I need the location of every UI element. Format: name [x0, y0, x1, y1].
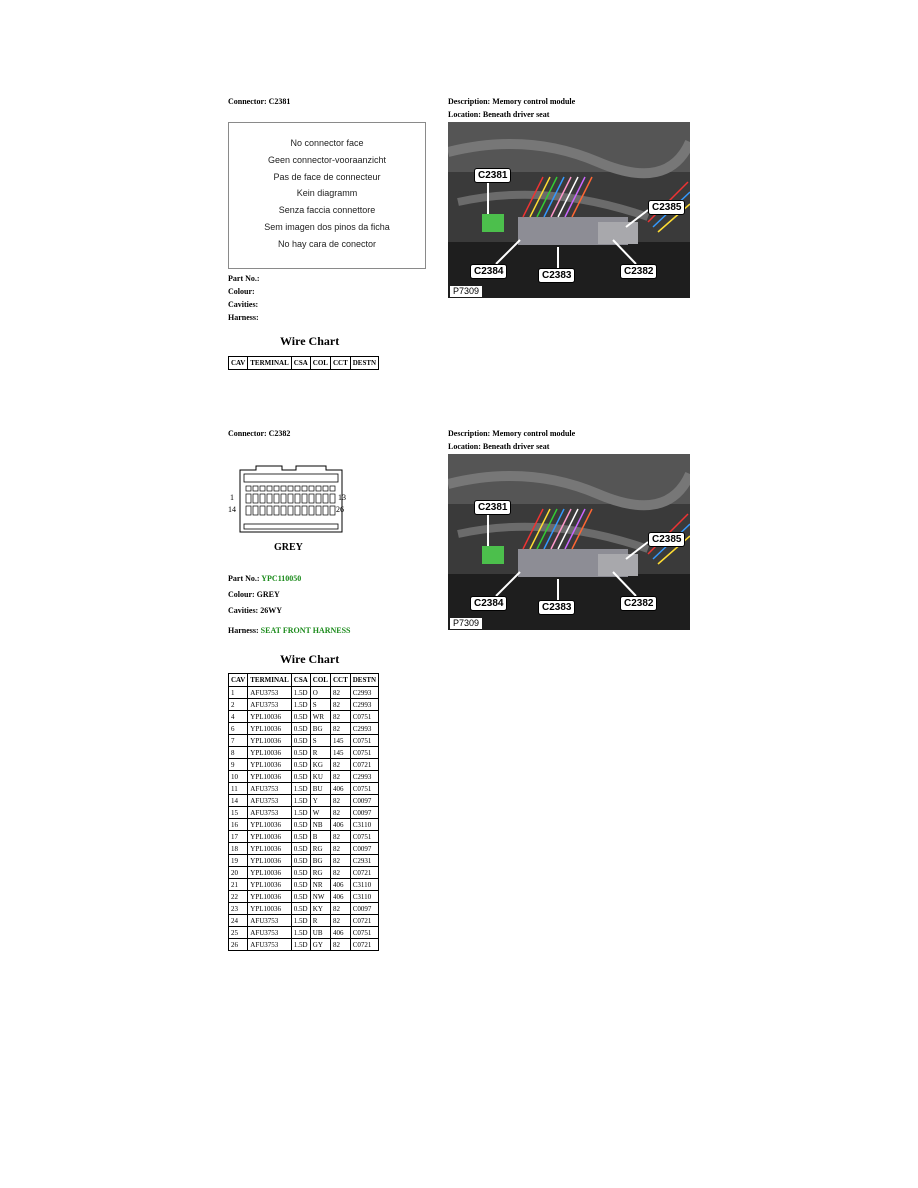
- table-row: [229, 807, 379, 819]
- connector-latch: [295, 486, 300, 491]
- table-cell: R: [310, 747, 330, 759]
- table-cell: C0721: [350, 759, 378, 771]
- harness-label: Harness:: [228, 313, 259, 322]
- table-cell: 0.5D: [291, 855, 310, 867]
- col-header: CAV: [229, 674, 248, 687]
- table-cell: 82: [330, 915, 350, 927]
- connector-latch: [309, 486, 314, 491]
- table-cell: 22: [229, 891, 248, 903]
- photo-label-c2385: C2385: [648, 200, 685, 215]
- table-cell: Y: [310, 795, 330, 807]
- table-cell: 15: [229, 807, 248, 819]
- harness-row: [228, 626, 350, 635]
- photo-label-c2381: C2381: [474, 168, 511, 183]
- connector-pin: [316, 506, 321, 515]
- table-cell: 0.5D: [291, 723, 310, 735]
- table-cell: S: [310, 699, 330, 711]
- connector-pin: [323, 506, 328, 515]
- table-cell: S: [310, 735, 330, 747]
- table-cell: 24: [229, 915, 248, 927]
- connector-pin: [281, 494, 286, 503]
- table-cell: 18: [229, 843, 248, 855]
- connector-pin: [295, 494, 300, 503]
- connector-pin: [267, 506, 272, 515]
- table-cell: BU: [310, 783, 330, 795]
- table-row: [229, 711, 379, 723]
- table-cell: YPL10036: [248, 771, 292, 783]
- col-header: DESTN: [350, 674, 378, 687]
- diagram-colour-caption: GREY: [274, 542, 303, 553]
- connector-pin: [246, 494, 251, 503]
- table-cell: BG: [310, 855, 330, 867]
- table-cell: 0.5D: [291, 891, 310, 903]
- table-cell: AFU3753: [248, 915, 292, 927]
- table-cell: 1.5D: [291, 915, 310, 927]
- table-cell: C0721: [350, 939, 378, 951]
- table-cell: 10: [229, 771, 248, 783]
- table-cell: KG: [310, 759, 330, 771]
- connector-pin: [309, 506, 314, 515]
- table-cell: C3110: [350, 879, 378, 891]
- table-row: [229, 831, 379, 843]
- part-no-row: [228, 574, 301, 583]
- photo-label-c2385: C2385: [648, 532, 685, 547]
- table-cell: 20: [229, 867, 248, 879]
- table-cell: UB: [310, 927, 330, 939]
- table-cell: 21: [229, 879, 248, 891]
- table-cell: YPL10036: [248, 879, 292, 891]
- connector-pin: [274, 506, 279, 515]
- table-cell: W: [310, 807, 330, 819]
- col-header: CCT: [330, 674, 350, 687]
- table-cell: C0751: [350, 927, 378, 939]
- table-cell: 0.5D: [291, 711, 310, 723]
- photo-label-c2381: C2381: [474, 500, 511, 515]
- connector-pin: [288, 494, 293, 503]
- table-cell: C2931: [350, 855, 378, 867]
- colour-row: [228, 590, 280, 599]
- table-cell: KU: [310, 771, 330, 783]
- table-row: [229, 915, 379, 927]
- connector-latch: [253, 486, 258, 491]
- table-cell: 145: [330, 747, 350, 759]
- table-row: [229, 771, 379, 783]
- table-cell: 1.5D: [291, 687, 310, 699]
- no-face-line: Geen connector-vooraanzicht: [267, 154, 387, 165]
- location-label: Location: Beneath driver seat: [448, 110, 550, 119]
- table-cell: AFU3753: [248, 927, 292, 939]
- connector-pin: [295, 506, 300, 515]
- cavities-row: [228, 606, 282, 615]
- table-cell: 82: [330, 759, 350, 771]
- pin-label-13: 13: [338, 493, 346, 502]
- no-face-line: Senza faccia connettore: [278, 205, 376, 216]
- table-cell: 0.5D: [291, 759, 310, 771]
- table-cell: YPL10036: [248, 747, 292, 759]
- connector-pin: [260, 506, 265, 515]
- connector-pin: [316, 494, 321, 503]
- table-cell: AFU3753: [248, 699, 292, 711]
- table-cell: 0.5D: [291, 867, 310, 879]
- connector-pin: [330, 494, 335, 503]
- table-cell: 0.5D: [291, 735, 310, 747]
- connector-latch: [330, 486, 335, 491]
- part-no-link[interactable]: YPC110050: [261, 574, 302, 583]
- table-row: [229, 723, 379, 735]
- connector-pin: [309, 494, 314, 503]
- table-cell: AFU3753: [248, 939, 292, 951]
- table-cell: 82: [330, 807, 350, 819]
- table-cell: B: [310, 831, 330, 843]
- table-cell: YPL10036: [248, 819, 292, 831]
- cavities-label: Cavities:: [228, 606, 259, 615]
- description-label: Description: Memory control module: [448, 429, 576, 438]
- no-face-line: Pas de face de connecteur: [273, 171, 381, 182]
- table-cell: 14: [229, 795, 248, 807]
- no-face-line: Sem imagen dos pinos da ficha: [264, 221, 390, 232]
- table-row: [229, 903, 379, 915]
- photo-label-c2384: C2384: [470, 264, 507, 279]
- table-cell: 1.5D: [291, 939, 310, 951]
- table-cell: 1.5D: [291, 783, 310, 795]
- table-cell: 11: [229, 783, 248, 795]
- connector-pin: [274, 494, 279, 503]
- table-cell: 406: [330, 783, 350, 795]
- table-cell: 9: [229, 759, 248, 771]
- table-cell: 82: [330, 723, 350, 735]
- table-row: [229, 747, 379, 759]
- table-row: [229, 891, 379, 903]
- col-header: COL: [310, 674, 330, 687]
- table-cell: R: [310, 915, 330, 927]
- connector-pin: [281, 506, 286, 515]
- description-label: Description: Memory control module: [448, 97, 576, 106]
- pin-label-14: 14: [228, 505, 236, 514]
- table-cell: 0.5D: [291, 819, 310, 831]
- table-cell: 1.5D: [291, 699, 310, 711]
- no-face-line: No connector face: [290, 138, 364, 148]
- table-cell: 2: [229, 699, 248, 711]
- table-cell: 0.5D: [291, 879, 310, 891]
- connector-face-drawing: [226, 462, 356, 540]
- col-header: CSA: [291, 357, 310, 370]
- table-cell: 1.5D: [291, 807, 310, 819]
- table-cell: 1: [229, 687, 248, 699]
- table-cell: 26: [229, 939, 248, 951]
- table-cell: YPL10036: [248, 759, 292, 771]
- col-header: DESTN: [350, 357, 378, 370]
- table-row: [229, 819, 379, 831]
- connector-pin: [246, 506, 251, 515]
- table-cell: O: [310, 687, 330, 699]
- colour-label: Colour:: [228, 287, 255, 296]
- table-cell: 82: [330, 903, 350, 915]
- cavities-value: 26WY: [260, 606, 282, 615]
- table-cell: 82: [330, 687, 350, 699]
- table-cell: C0097: [350, 903, 378, 915]
- part-no-label: Part No.:: [228, 574, 260, 583]
- photo-label-c2383: C2383: [538, 600, 575, 615]
- connector-pin: [330, 506, 335, 515]
- table-cell: 23: [229, 903, 248, 915]
- table-cell: C0751: [350, 831, 378, 843]
- table-cell: C0751: [350, 783, 378, 795]
- table-cell: 82: [330, 795, 350, 807]
- wire-chart-table: [228, 673, 379, 951]
- no-connector-face-panel: [228, 122, 426, 269]
- table-cell: C0097: [350, 795, 378, 807]
- connector-latch: [316, 486, 321, 491]
- connector-latch: [267, 486, 272, 491]
- table-cell: RG: [310, 843, 330, 855]
- table-cell: 19: [229, 855, 248, 867]
- photo-label-c2382: C2382: [620, 596, 657, 611]
- table-cell: GY: [310, 939, 330, 951]
- table-cell: RG: [310, 867, 330, 879]
- col-header: COL: [310, 357, 330, 370]
- table-cell: 82: [330, 771, 350, 783]
- colour-value: GREY: [256, 590, 280, 599]
- connector-pin: [288, 506, 293, 515]
- no-face-line: Kein diagramm: [296, 188, 358, 199]
- table-cell: NW: [310, 891, 330, 903]
- location-label: Location: Beneath driver seat: [448, 442, 550, 451]
- table-cell: C0751: [350, 711, 378, 723]
- table-cell: AFU3753: [248, 783, 292, 795]
- connector-latch: [246, 486, 251, 491]
- table-cell: WR: [310, 711, 330, 723]
- table-row: [229, 855, 379, 867]
- table-cell: C0097: [350, 843, 378, 855]
- connector-latch: [281, 486, 286, 491]
- connector-face-diagram: [226, 462, 356, 557]
- connector-pin: [323, 494, 328, 503]
- harness-link[interactable]: SEAT FRONT HARNESS: [260, 626, 351, 635]
- table-cell: 7: [229, 735, 248, 747]
- connector-pin: [302, 506, 307, 515]
- table-cell: C0721: [350, 867, 378, 879]
- table-cell: YPL10036: [248, 831, 292, 843]
- connector-location-photo: [448, 122, 690, 298]
- photo-code: P7309: [450, 286, 482, 297]
- connector-latch: [288, 486, 293, 491]
- table-row: [229, 783, 379, 795]
- table-cell: 82: [330, 855, 350, 867]
- table-cell: 16: [229, 819, 248, 831]
- connector-pin: [253, 506, 258, 515]
- connector-label: Connector: C2382: [228, 429, 291, 438]
- table-cell: 0.5D: [291, 747, 310, 759]
- pin-label-1: 1: [230, 493, 234, 502]
- col-header: CAV: [229, 357, 248, 370]
- col-header: TERMINAL: [248, 674, 292, 687]
- table-cell: NR: [310, 879, 330, 891]
- table-cell: 406: [330, 927, 350, 939]
- table-cell: AFU3753: [248, 795, 292, 807]
- table-row: [229, 867, 379, 879]
- wire-chart-body: [229, 687, 379, 951]
- table-cell: 0.5D: [291, 771, 310, 783]
- connector-location-photo: [448, 454, 690, 630]
- table-row: [229, 939, 379, 951]
- table-cell: BG: [310, 723, 330, 735]
- table-cell: YPL10036: [248, 723, 292, 735]
- col-header: CCT: [330, 357, 350, 370]
- table-cell: 6: [229, 723, 248, 735]
- cavities-label: Cavities:: [228, 300, 259, 309]
- table-cell: C3110: [350, 819, 378, 831]
- connector-pin: [267, 494, 272, 503]
- table-cell: YPL10036: [248, 711, 292, 723]
- table-row: [229, 843, 379, 855]
- table-cell: 4: [229, 711, 248, 723]
- part-no-label: Part No.:: [228, 274, 260, 283]
- connector-pin: [260, 494, 265, 503]
- table-cell: 82: [330, 867, 350, 879]
- table-cell: C0097: [350, 807, 378, 819]
- wire-chart-table-empty: [228, 356, 379, 370]
- table-cell: YPL10036: [248, 903, 292, 915]
- connector-latch: [323, 486, 328, 491]
- table-row: [229, 759, 379, 771]
- photo-label-c2383: C2383: [538, 268, 575, 283]
- table-row: [229, 735, 379, 747]
- connector-pin: [253, 494, 258, 503]
- table-row: [229, 687, 379, 699]
- table-cell: YPL10036: [248, 843, 292, 855]
- col-header: CSA: [291, 674, 310, 687]
- connector-latch: [302, 486, 307, 491]
- table-cell: 0.5D: [291, 831, 310, 843]
- photo-label-c2384: C2384: [470, 596, 507, 611]
- table-cell: C2993: [350, 699, 378, 711]
- table-cell: C2993: [350, 687, 378, 699]
- table-cell: C2993: [350, 771, 378, 783]
- table-cell: 1.5D: [291, 927, 310, 939]
- harness-label: Harness:: [228, 626, 259, 635]
- table-cell: C0751: [350, 747, 378, 759]
- connector-label: Connector: C2381: [228, 97, 291, 106]
- col-header: TERMINAL: [248, 357, 292, 370]
- photo-label-c2382: C2382: [620, 264, 657, 279]
- table-cell: 145: [330, 735, 350, 747]
- table-cell: 17: [229, 831, 248, 843]
- table-cell: 406: [330, 819, 350, 831]
- table-cell: 0.5D: [291, 843, 310, 855]
- table-cell: 1.5D: [291, 795, 310, 807]
- table-cell: KY: [310, 903, 330, 915]
- table-cell: AFU3753: [248, 807, 292, 819]
- table-cell: 82: [330, 939, 350, 951]
- table-cell: 25: [229, 927, 248, 939]
- connector-pin: [302, 494, 307, 503]
- connector-latch: [260, 486, 265, 491]
- table-cell: YPL10036: [248, 891, 292, 903]
- table-cell: 82: [330, 699, 350, 711]
- colour-label: Colour:: [228, 590, 255, 599]
- table-cell: 0.5D: [291, 903, 310, 915]
- table-cell: YPL10036: [248, 735, 292, 747]
- table-row: [229, 879, 379, 891]
- table-cell: AFU3753: [248, 687, 292, 699]
- table-cell: YPL10036: [248, 867, 292, 879]
- table-row: [229, 795, 379, 807]
- table-cell: NB: [310, 819, 330, 831]
- table-cell: C3110: [350, 891, 378, 903]
- table-cell: C2993: [350, 723, 378, 735]
- table-cell: 82: [330, 843, 350, 855]
- connector-latch: [274, 486, 279, 491]
- table-cell: 406: [330, 879, 350, 891]
- table-row: [229, 927, 379, 939]
- table-cell: YPL10036: [248, 855, 292, 867]
- table-cell: 82: [330, 831, 350, 843]
- no-face-line: No hay cara de conector: [277, 238, 377, 249]
- table-cell: 82: [330, 711, 350, 723]
- table-cell: C0751: [350, 735, 378, 747]
- pin-label-26: 26: [336, 505, 344, 514]
- table-row: [229, 699, 379, 711]
- table-cell: 8: [229, 747, 248, 759]
- wire-chart-title: Wire Chart: [280, 652, 340, 666]
- photo-code: P7309: [450, 618, 482, 629]
- table-cell: C0721: [350, 915, 378, 927]
- table-cell: 406: [330, 891, 350, 903]
- wire-chart-title: Wire Chart: [280, 334, 340, 348]
